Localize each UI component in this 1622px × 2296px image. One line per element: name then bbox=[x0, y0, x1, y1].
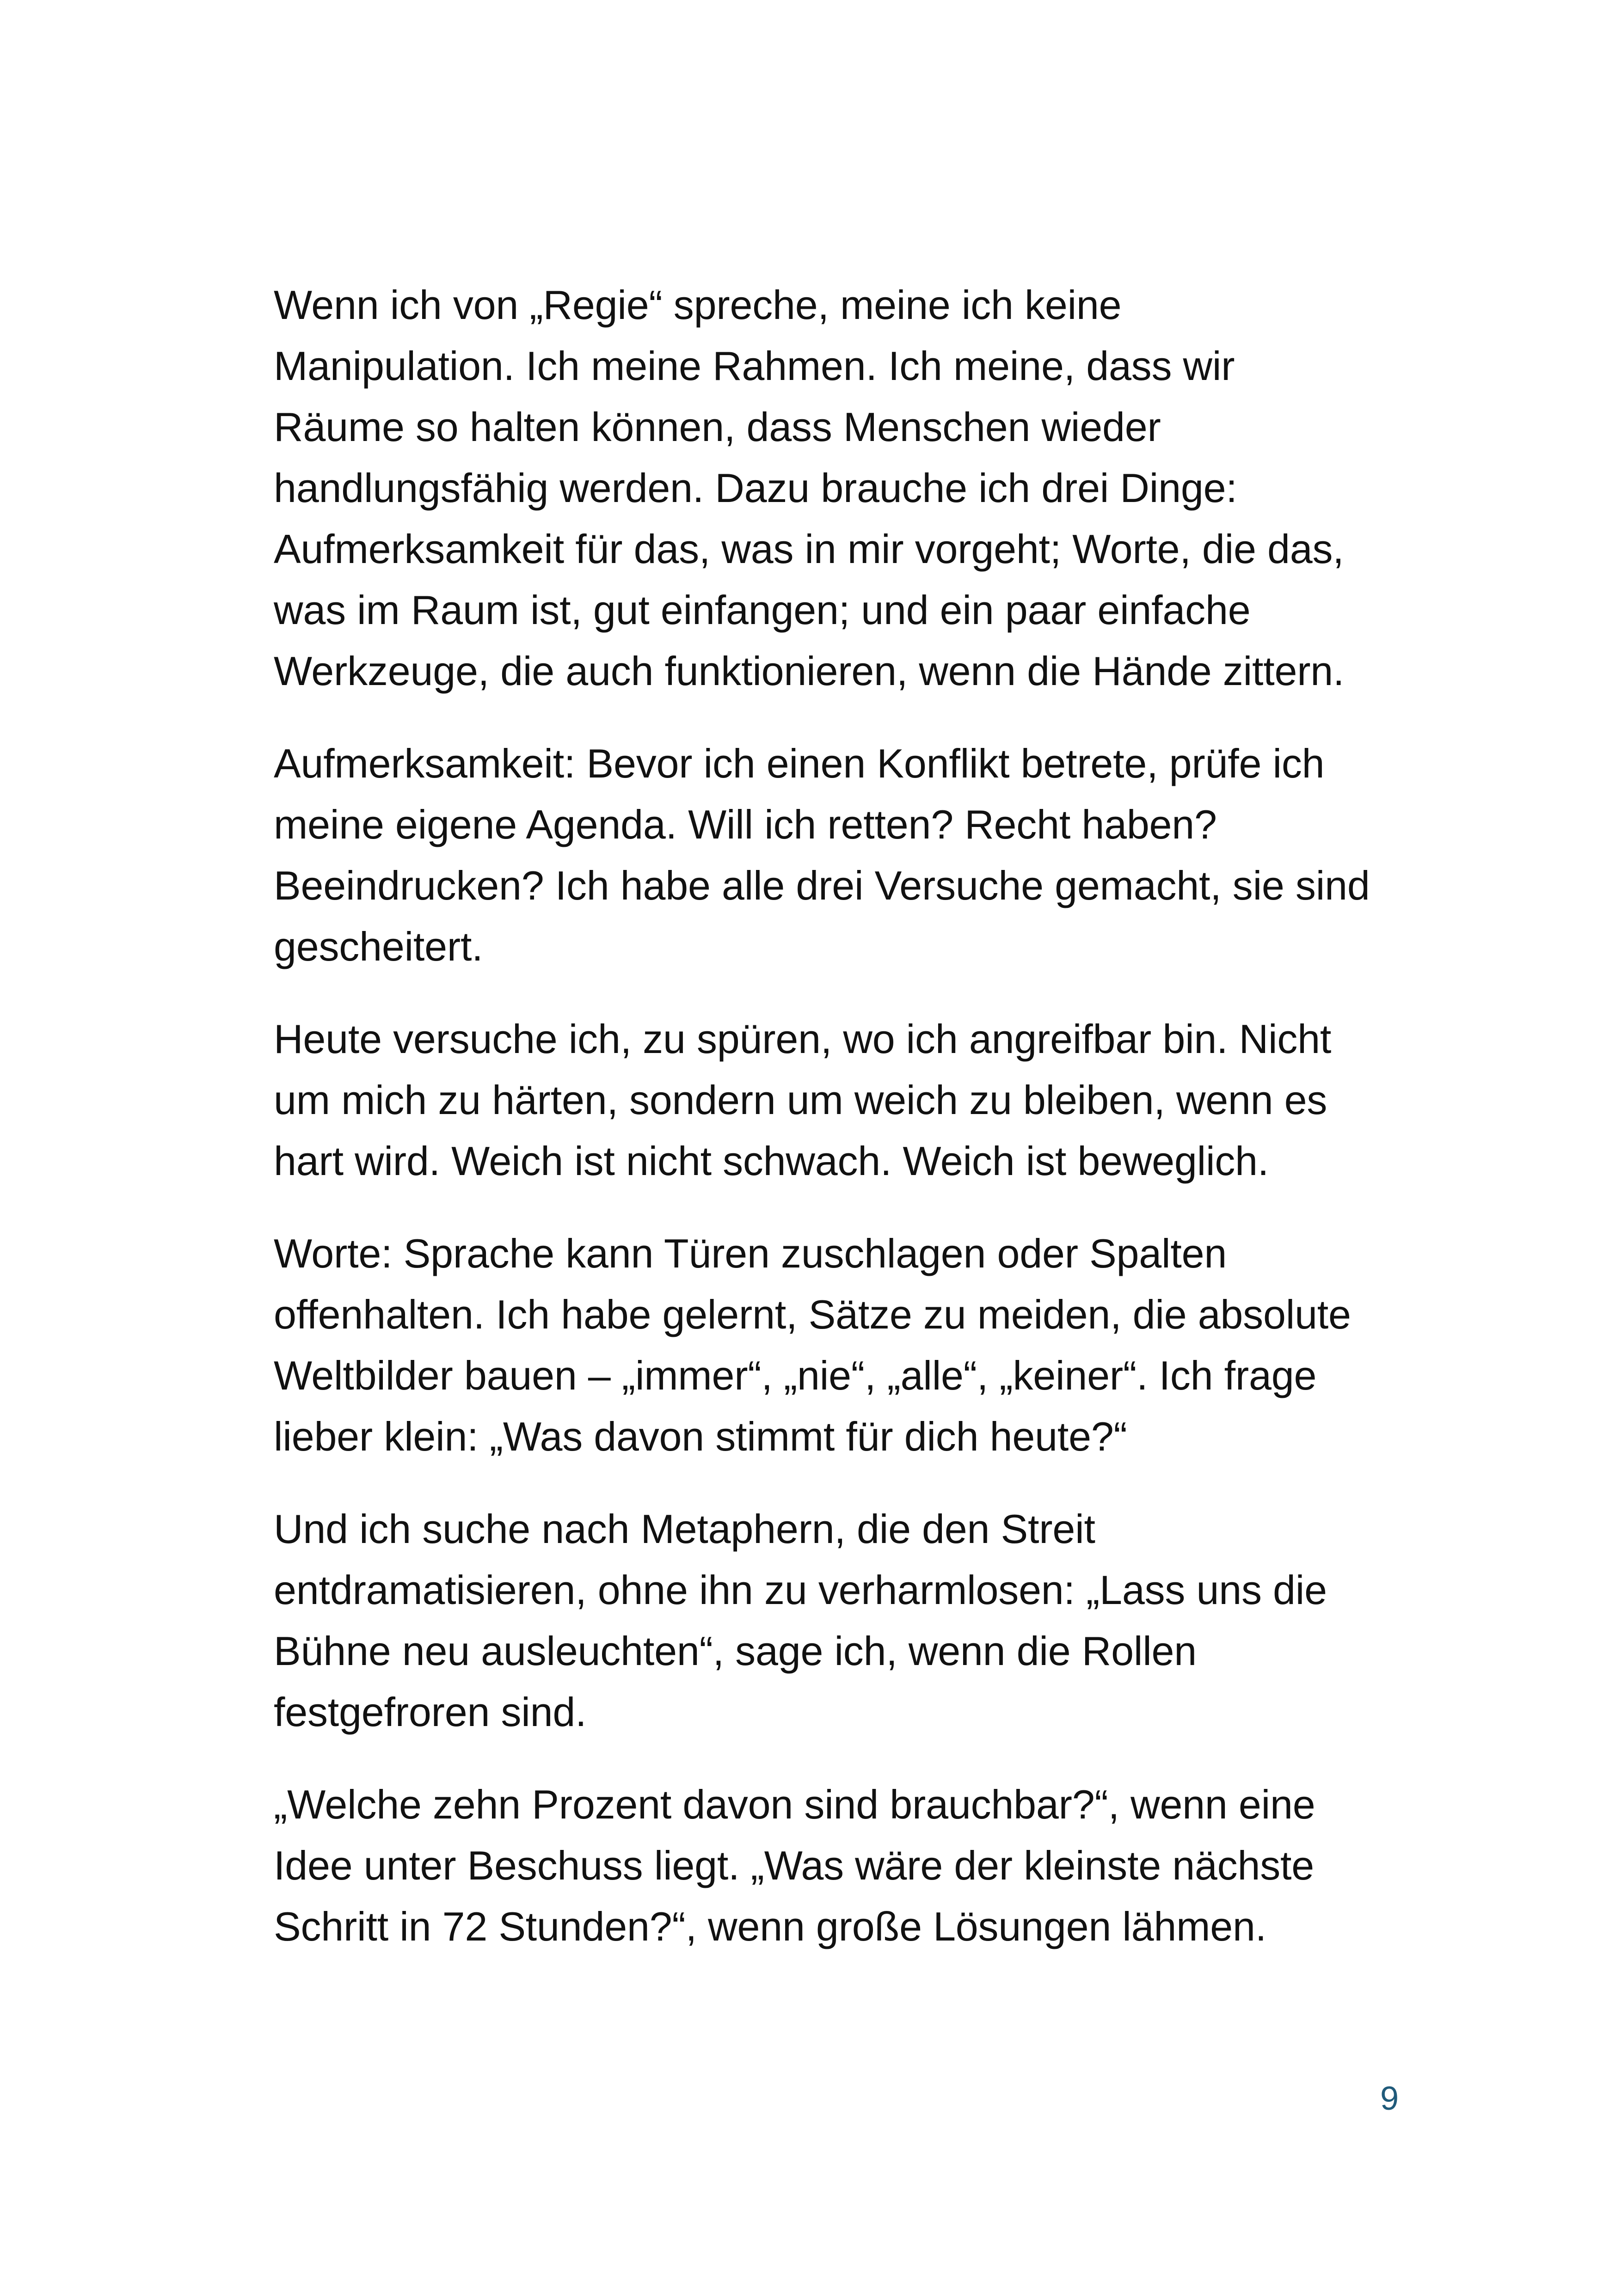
text-line: meine eigene Agenda. Will ich retten? Recht haben? bbox=[274, 802, 1217, 847]
text-line: Bühne neu ausleuchten“, sage ich, wenn die Rollen bbox=[274, 1628, 1197, 1674]
page-number: 9 bbox=[1380, 2080, 1399, 2117]
text-line: Aufmerksamkeit für das, was in mir vorgeht; Worte, die das, bbox=[274, 526, 1344, 572]
text-line: lieber klein: „Was davon stimmt für dich heute?“ bbox=[274, 1414, 1127, 1459]
text-line: Räume so halten können, dass Menschen wieder bbox=[274, 404, 1161, 450]
text-line: Schritt in 72 Stunden?“, wenn große Lösungen lähmen. bbox=[274, 1904, 1266, 1949]
text-line: entdramatisieren, ohne ihn zu verharmlosen: „Lass uns die bbox=[274, 1567, 1327, 1613]
text-line: Und ich suche nach Metaphern, die den Streit bbox=[274, 1506, 1095, 1552]
paragraph bbox=[274, 1223, 1420, 1467]
text-line: Manipulation. Ich meine Rahmen. Ich meine, dass wir bbox=[274, 343, 1235, 389]
text-line: Wenn ich von „Regie“ spreche, meine ich keine bbox=[274, 282, 1122, 328]
text-line: festgefroren sind. bbox=[274, 1689, 587, 1735]
text-line: gescheitert. bbox=[274, 924, 483, 969]
paragraph bbox=[274, 1499, 1420, 1743]
text-line: Idee unter Beschuss liegt. „Was wäre der kleinste nächste bbox=[274, 1843, 1315, 1888]
text-line: Weltbilder bauen – „immer“, „nie“, „alle“, „keiner“. Ich frage bbox=[274, 1353, 1317, 1398]
text-line: Aufmerksamkeit: Bevor ich einen Konflikt betrete, prüfe ich bbox=[274, 741, 1325, 786]
text-line: offenhalten. Ich habe gelernt, Sätze zu meiden, die absolute bbox=[274, 1292, 1351, 1337]
text-line: Werkzeuge, die auch funktionieren, wenn die Hände zittern. bbox=[274, 648, 1345, 694]
text-line: Heute versuche ich, zu spüren, wo ich angreifbar bin. Nicht bbox=[274, 1016, 1332, 1062]
paragraph bbox=[274, 275, 1420, 702]
text-line: was im Raum ist, gut einfangen; und ein paar einfache bbox=[274, 587, 1251, 633]
paragraph bbox=[274, 1774, 1420, 1957]
paragraph bbox=[274, 1009, 1420, 1192]
paragraph bbox=[274, 733, 1420, 977]
text-line: Beeindrucken? Ich habe alle drei Versuche gemacht, sie sind bbox=[274, 863, 1370, 908]
text-line: Worte: Sprache kann Türen zuschlagen oder Spalten bbox=[274, 1231, 1227, 1276]
text-line: „Welche zehn Prozent davon sind brauchbar?“, wenn eine bbox=[274, 1782, 1315, 1827]
body-text bbox=[274, 275, 1420, 1989]
text-line: handlungsfähig werden. Dazu brauche ich drei Dinge: bbox=[274, 465, 1237, 511]
text-line: um mich zu härten, sondern um weich zu bleiben, wenn es bbox=[274, 1077, 1327, 1123]
text-line: hart wird. Weich ist nicht schwach. Weich ist beweglich. bbox=[274, 1138, 1269, 1184]
